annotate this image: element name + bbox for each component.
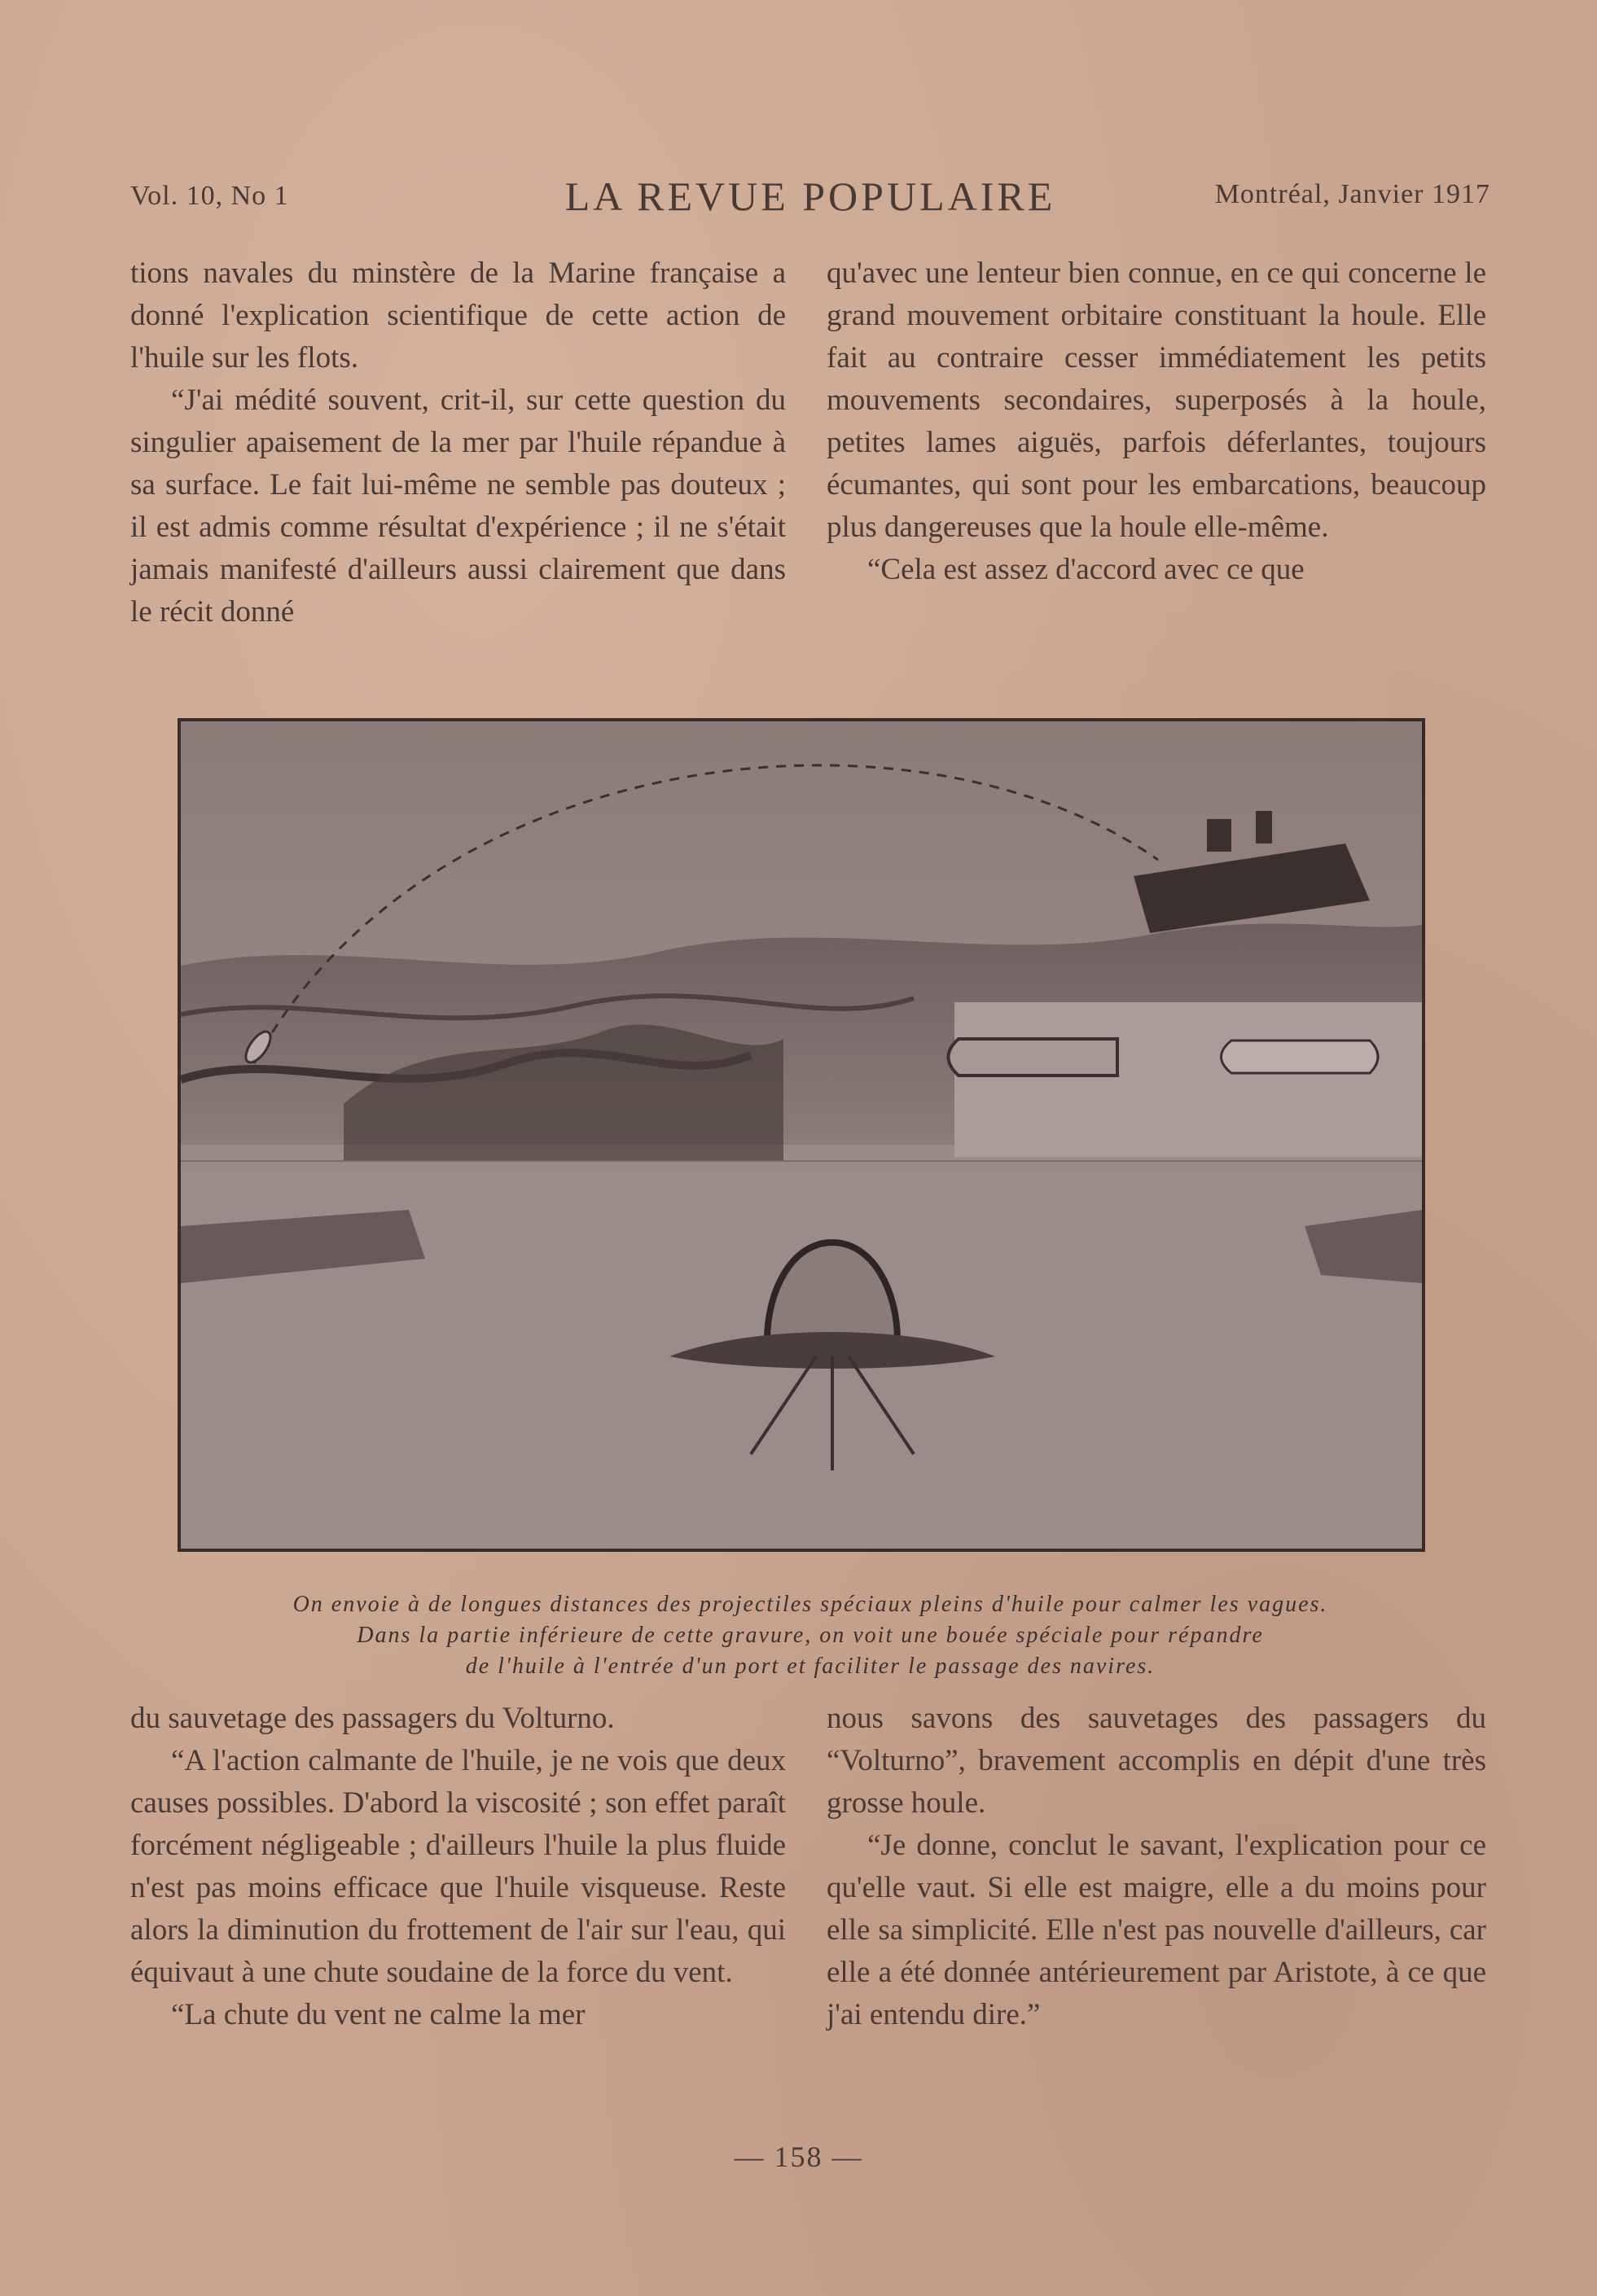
caption-line: Dans la partie inférieure de cette gravure, on voit une bouée spéciale pour répandre: [357, 1623, 1264, 1648]
paragraph: “J'ai médité souvent, crit-il, sur cette question du singulier apaisement de la mer par l'huile répandue à sa surface. Le fait lui-même ne semble pas douteux ; il est admis comme résultat d'expérience ; il ne s'était jamais manifesté d'ailleurs aussi clairement que dans le récit donné: [130, 383, 786, 629]
bottom-right-column: [827, 1698, 1486, 2036]
paragraph: “A l'action calmante de l'huile, je ne vois que deux causes possibles. D'abord la viscosité ; son effet paraît forcément négligeable ; d'ailleurs l'huile la plus fluide n'est pas moins efficace que l'huile visqueuse. Reste alors la diminution du frottement de l'air sur l'eau, qui équivaut à une chute soudaine de la force du vent.: [130, 1744, 786, 1989]
magazine-title: LA REVUE POPULAIRE: [564, 173, 1056, 219]
top-left-column: [130, 252, 786, 633]
bottom-left-column: [130, 1698, 786, 2036]
volume-number: Vol. 10, No 1: [130, 181, 289, 211]
paragraph: “La chute du vent ne calme la mer: [171, 1998, 586, 2031]
paragraph: tions navales du minstère de la Marine française a donné l'explication scientifique de cette action de l'huile sur les flots.: [130, 256, 786, 375]
page-header: [130, 173, 1490, 221]
place-date: Montréal, Janvier 1917: [1214, 179, 1490, 209]
paragraph: nous savons des sauvetages des passagers du “Volturno”, bravement accomplis en dépit d'une très grosse houle.: [827, 1702, 1486, 1820]
paragraph: qu'avec une lenteur bien connue, en ce qui concerne le grand mouvement orbitaire constituant la houle. Elle fait au contraire cesser immédiatement les petits mouvements secondaires, superposés à la houle, petites lames aiguës, parfois déferlantes, toujours écumantes, qui sont pour les embarcations, beaucoup plus dangereuses que la houle elle-même.: [827, 256, 1486, 544]
top-right-column: [827, 252, 1486, 591]
paragraph: “Je donne, conclut le savant, l'explication pour ce qu'elle vaut. Si elle est maigre, elle a du moins pour elle sa simplicité. Elle n'est pas nouvelle d'ailleurs, car elle a été donnée antérieurement par Aristote, à ce que j'ai entendu dire.”: [827, 1829, 1486, 2031]
caption-line: de l'huile à l'entrée d'un port et faciliter le passage des navires.: [465, 1654, 1156, 1679]
caption-line: On envoie à de longues distances des projectiles spéciaux pleins d'huile pour calmer les vagues.: [292, 1592, 1328, 1617]
paragraph: “Cela est assez d'accord avec ce que: [867, 553, 1305, 586]
paragraph: du sauvetage des passagers du Volturno.: [130, 1702, 615, 1735]
figure-caption: [130, 1589, 1490, 1682]
engraving-illustration: [178, 718, 1425, 1552]
page-number: — 158 —: [734, 2140, 863, 2173]
